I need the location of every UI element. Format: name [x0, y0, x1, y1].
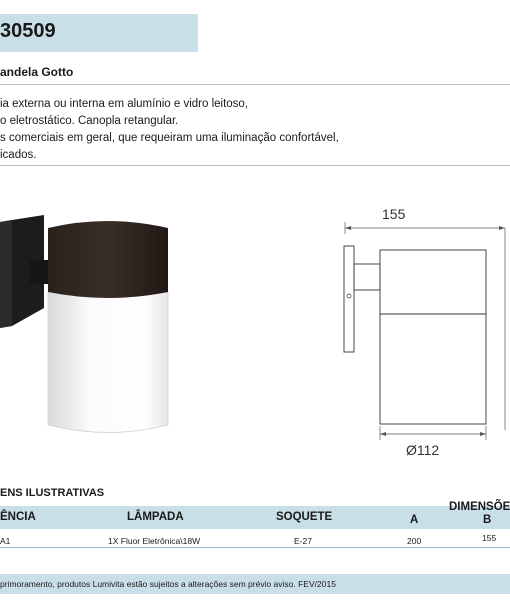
column-reference: ÊNCIA: [0, 511, 36, 523]
images-title: ENS ILUSTRATIVAS: [0, 487, 105, 499]
footer-note: primoramento, produtos Lumivita estão sujeitos a alterações sem prévio aviso. FEV/2015: [0, 579, 336, 589]
product-photo: [0, 200, 190, 440]
cell-reference: A1: [0, 536, 11, 546]
header-divider: [0, 84, 510, 85]
cell-socket: E-27: [294, 536, 312, 546]
column-socket: SOQUETE: [276, 511, 333, 523]
drawing-body-top: [380, 250, 486, 314]
glass-diffuser: [48, 292, 168, 433]
cell-b: 155: [482, 533, 497, 543]
description-divider: [0, 165, 510, 166]
cell-lamp: 1X Fluor Eletrônica\18W: [108, 536, 201, 546]
table-header-bar: [0, 506, 510, 529]
description-line: s comerciais em geral, que requeiram uma iluminação confortável,: [0, 132, 339, 144]
product-code: 30509: [0, 20, 56, 42]
drawing-wall-plate: [344, 246, 354, 352]
lamp-cap: [48, 221, 168, 298]
column-dimensions: DIMENSÕE: [449, 501, 510, 513]
column-lamp: LÂMPADA: [127, 511, 184, 523]
cell-a: 200: [407, 536, 422, 546]
width-dimension-label: 155: [382, 206, 406, 222]
drawing-arm: [354, 264, 380, 290]
drawing-diffuser: [380, 314, 486, 424]
product-name: andela Gotto: [0, 65, 74, 79]
diameter-dimension-label: Ø112: [406, 442, 440, 458]
table-row-divider: [0, 547, 510, 548]
column-b: B: [483, 514, 492, 526]
column-a: A: [410, 514, 419, 526]
product-description: [0, 96, 339, 164]
description-line: o eletrostático. Canopla retangular.: [0, 115, 179, 127]
description-line: icados.: [0, 149, 37, 161]
technical-drawing: [330, 220, 510, 450]
description-line: ia externa ou interna em alumínio e vidro leitoso,: [0, 98, 249, 110]
